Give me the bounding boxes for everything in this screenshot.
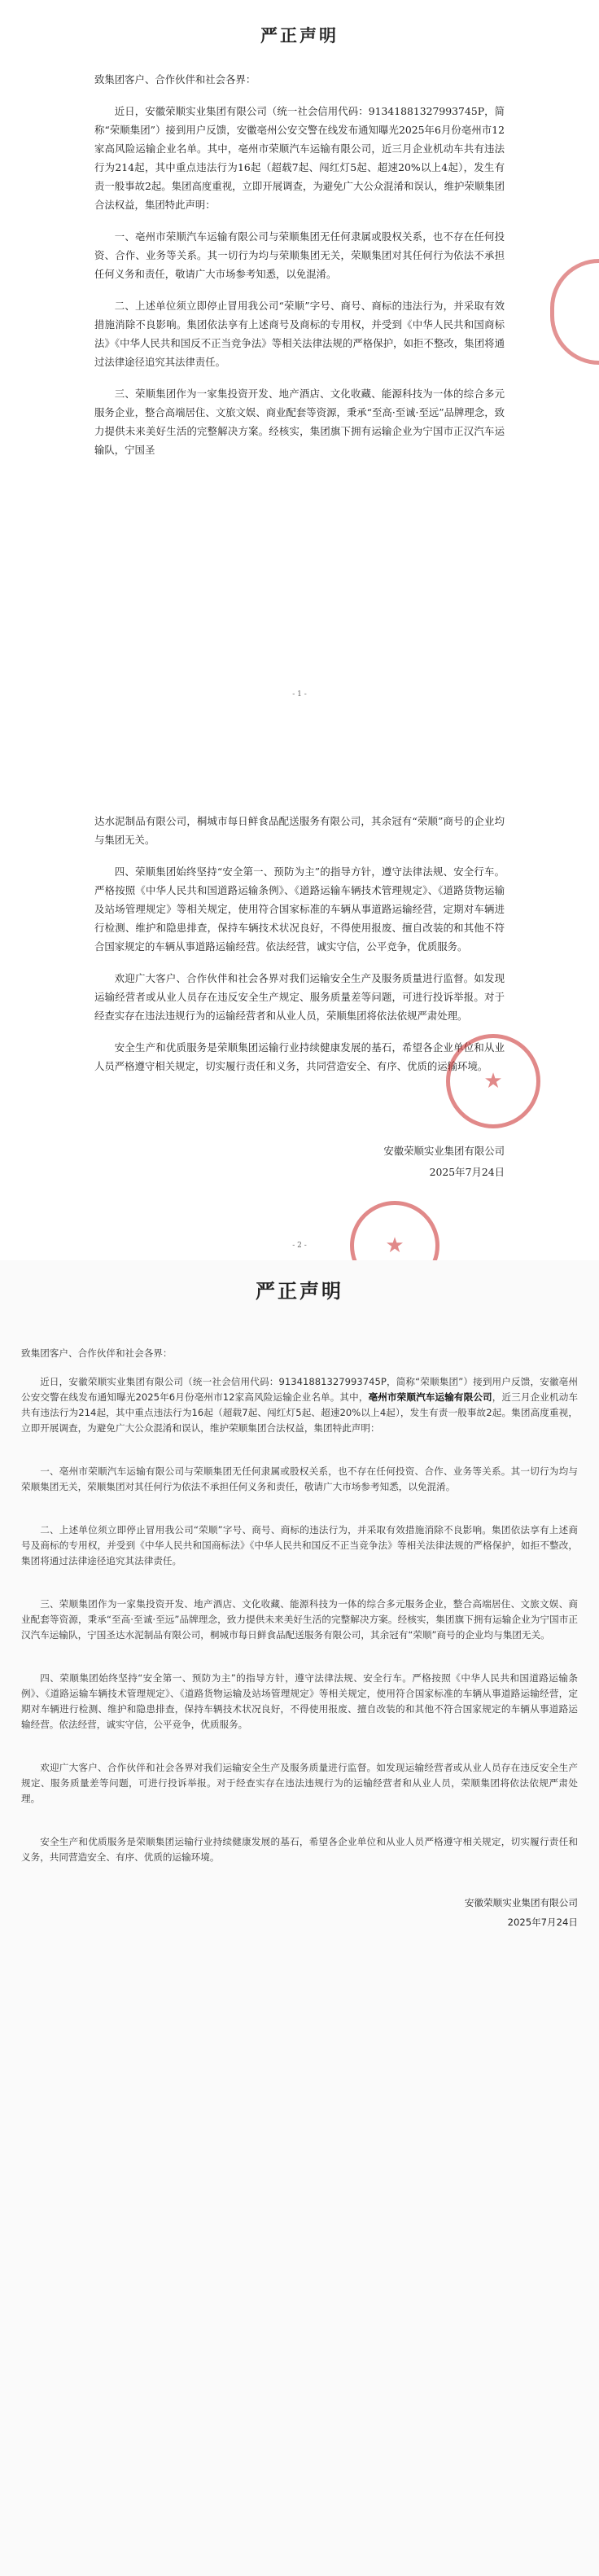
supervision-paragraph: 欢迎广大客户、合作伙伴和社会各界对我们运输安全生产及服务质量进行监督。如发现运输经营者或从业人员存在违反安全生产规定、服务质量差等问题，可进行投诉举报。对于经查实存在违法违规行为的运输经营者和从业人员，荣顺集团将依法依规严肃处理。 <box>94 972 505 1022</box>
signature-block <box>21 1893 578 1932</box>
document-title: 严正声明 <box>260 25 339 46</box>
signature-company: 安徽荣顺实业集团有限公司 <box>464 1897 578 1908</box>
page-number: - 2 - <box>292 1242 307 1250</box>
document-title: 严正声明 <box>256 1279 343 1303</box>
clause-4-paragraph: 四、荣顺集团始终坚持“安全第一、预防为主”的指导方针，遵守法律法规、安全行车。严格按照《中华人民共和国道路运输条例》、《道路运输车辆技术管理规定》、《道路货物运输及站场管理规定》等相关规定，使用符合国家标准的车辆从事道路运输经营，定期对车辆进行检测、维护和隐患排查，保持车辆技术状况良好，不得使用报废、擅自改装的和其他不符合国家规定的车辆从事道路运输经营。依法经营，诚实守信，公平竞争，优质服务。 <box>94 865 505 953</box>
intro-text-a: 近日，安徽荣顺实业集团有限公司（统一社会信用代码：91341881327993745P，简称“荣顺集团”）接到用户反馈，安徽亳州公安交警在线发布通知曝光2025年6月份亳州市12家高风险运输企业名单。其中， <box>21 1376 578 1403</box>
closing-paragraph: 安全生产和优质服务是荣顺集团运输行业持续健康发展的基石，希望各企业单位和从业人员严格遵守相关规定，切实履行责任和义务，共同营造安全、有序、优质的运输环境。 <box>94 1041 505 1072</box>
signature-date: 2025年7月24日 <box>429 1166 505 1178</box>
signature-company: 安徽荣顺实业集团有限公司 <box>383 1145 505 1157</box>
closing-paragraph: 安全生产和优质服务是荣顺集团运输行业持续健康发展的基石，希望各企业单位和从业人员严格遵守相关规定，切实履行责任和义务，共同营造安全、有序、优质的运输环境。 <box>21 1836 578 1863</box>
signature-date: 2025年7月24日 <box>507 1917 578 1928</box>
intro-paragraph: 近日，安徽荣顺实业集团有限公司（统一社会信用代码：91341881327993745P，简称“荣顺集团”）接到用户反馈，安徽亳州公安交警在线发布通知曝光2025年6月份亳州市12家高风险运输企业名单。其中，亳州市荣顺汽车运输有限公司，近三月企业机动车共有违法行为214起，其中重点违法行为16起（超载7起、闯红灯5起、超速20%以上4起），发生有责一般事故2起。集团高度重视，立即开展调查，为避免广大公众混淆和误认，维护荣顺集团合法权益，集团特此声明： <box>94 105 505 211</box>
salutation: 致集团客户、合作伙伴和社会各界： <box>21 1347 173 1359</box>
clause-4-paragraph: 四、荣顺集团始终坚持“安全第一、预防为主”的指导方针，遵守法律法规、安全行车。严格按照《中华人民共和国道路运输条例》、《道路运输车辆技术管理规定》、《道路货物运输及站场管理规定》等相关规定，使用符合国家标准的车辆从事道路运输经营，定期对车辆进行检测、维护和隐患排查，保持车辆技术状况良好，不得使用报废、擅自改装的和其他不符合国家规定的车辆从事道路运输经营。依法经营，诚实守信，公平竞争，优质服务。 <box>21 1672 578 1730</box>
page-number: - 1 - <box>292 690 307 699</box>
clause-3-paragraph: 三、荣顺集团作为一家集投资开发、地产酒店、文化收藏、能源科技为一体的综合多元服务企业，整合高端居住、文旅文娱、商业配套等资源，秉承“至高·至诚·至远”品牌理念，致力提供未来美好生活的完整解决方案。经核实，集团旗下拥有运输企业为宁国市正汉汽车运输队，宁国圣达水泥制品有限公司，桐城市每日鲜食品配送服务有限公司，其余冠有“荣顺”商号的企业均与集团无关。 <box>21 1598 578 1641</box>
salutation: 致集团客户、合作伙伴和社会各界： <box>94 73 256 85</box>
signature-block <box>94 1141 505 1183</box>
intro-paragraph <box>21 1374 578 1436</box>
intro-text-b: ，近三月企业机动车共有违法行为214起，其中重点违法行为16起（超载7起、闯红灯5起、超速20%以上4起），发生有责一般事故2起。集团高度重视，立即开展调查，为避免广大公众混淆和误认，维护荣顺集团合法权益，集团特此声明： <box>21 1391 578 1434</box>
document-page-1 <box>0 0 599 721</box>
company-seal-stamp: ★ <box>446 1034 540 1128</box>
clause-1-paragraph: 一、亳州市荣顺汽车运输有限公司与荣顺集团无任何隶属或股权关系，也不存在任何投资、合作、业务等关系。其一切行为均与荣顺集团无关，荣顺集团对其任何行为依法不承担任何义务和责任，敬请广大市场参考知悉，以免混淆。 <box>21 1465 578 1492</box>
highlighted-company-name: 亳州市荣顺汽车运输有限公司 <box>368 1391 492 1403</box>
document-page-2 <box>0 721 599 1260</box>
supervision-paragraph: 欢迎广大客户、合作伙伴和社会各界对我们运输安全生产及服务质量进行监督。如发现运输经营者或从业人员存在违反安全生产规定、服务质量差等问题，可进行投诉举报。对于经查实存在违法违规行为的运输经营者和从业人员，荣顺集团将依法依规严肃处理。 <box>21 1762 578 1804</box>
clause-2-paragraph: 二、上述单位须立即停止冒用我公司“荣顺”字号、商号、商标的违法行为，并采取有效措施消除不良影响。集团依法享有上述商号及商标的专用权，并受到《中华人民共和国商标法》《中华人民共和国反不正当竞争法》等相关法律法规的严格保护，如拒不整改，集团将通过法律途径追究其法律责任。 <box>94 300 505 368</box>
clause-3-continued: 达水泥制品有限公司，桐城市每日鲜食品配送服务有限公司，其余冠有“荣顺”商号的企业均与集团无关。 <box>94 815 505 846</box>
clause-3-paragraph: 三、荣顺集团作为一家集投资开发、地产酒店、文化收藏、能源科技为一体的综合多元服务企业，整合高端居住、文旅文娱、商业配套等资源，秉承“至高·至诚·至远”品牌理念，致力提供未来美好生活的完整解决方案。经核实，集团旗下拥有运输企业为宁国市正汉汽车运输队，宁国圣 <box>94 388 505 456</box>
company-seal-stamp: ★ <box>350 1201 439 1290</box>
clause-2-paragraph: 二、上述单位须立即停止冒用我公司“荣顺”字号、商号、商标的违法行为，并采取有效措施消除不良影响。集团依法享有上述商号及商标的专用权，并受到《中华人民共和国商标法》《中华人民共和国反不正当竞争法》等相关法律法规的严格保护，如拒不整改，集团将通过法律途径追究其法律责任。 <box>21 1524 578 1566</box>
document-typed-version <box>0 1260 599 2576</box>
seal-stamp-edge <box>550 259 599 365</box>
clause-1-paragraph: 一、亳州市荣顺汽车运输有限公司与荣顺集团无任何隶属或股权关系，也不存在任何投资、合作、业务等关系。其一切行为均与荣顺集团无关，荣顺集团对其任何行为依法不承担任何义务和责任，敬请广大市场参考知悉，以免混淆。 <box>94 230 505 280</box>
